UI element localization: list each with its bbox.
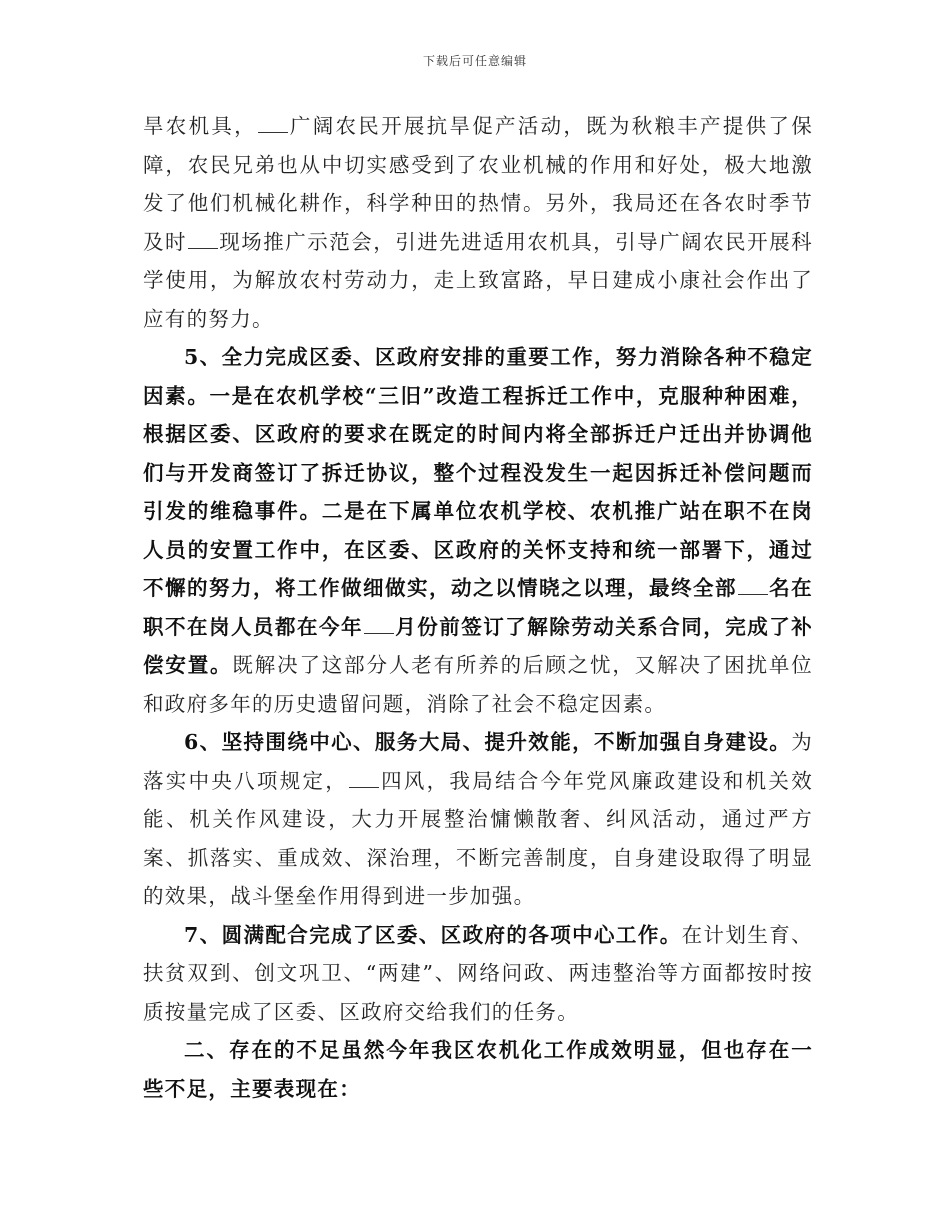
paragraph-6 bbox=[143, 723, 813, 916]
page-header: 下载后可任意编辑 bbox=[422, 54, 527, 68]
paragraph-5 bbox=[143, 338, 813, 723]
fill-in-blank bbox=[349, 769, 379, 788]
paragraph-text: 旱农机具， bbox=[143, 114, 257, 138]
section-heading-deficiencies bbox=[143, 1031, 813, 1108]
bold-heading-text: 二、存在的不足虽然今年我区农机化工作成效明显，但也存在一些不足，主要表现在： bbox=[143, 1038, 813, 1101]
bold-heading-text: 月份前签订了解除劳动关系合同，完成了补偿安置。 bbox=[143, 614, 813, 677]
paragraph-text: 广阔农民开展抗旱促产活动，既为秋粮丰产提供了保障，农民兄弟也从中切实感受到了农业机械的作用和好处，极大地激发了他们机械化耕作，科学种田的热情。另外，我局还在各农时季节及时 bbox=[143, 114, 814, 254]
paragraph-text: 四风，我局结合今年党风廉政建设和机关效能、机关作风建设，大力开展整治慵懒散奢、纠风活动，通过严方案、抓落实、重成效、深治理，不断完善制度，自身建设取得了明显的效果，战斗堡垒作用得到进一步加强。 bbox=[143, 768, 814, 908]
fill-in-blank bbox=[364, 615, 394, 634]
bold-heading-text: 6、坚持围绕中心、服务大局、提升效能，不断加强自身建设。 bbox=[184, 730, 792, 754]
paragraph-7 bbox=[143, 916, 813, 1032]
paragraph-text: 既解决了这部分人老有所养的后顾之忧，又解决了困扰单位和政府多年的历史遗留问题，消除了社会不稳定因素。 bbox=[143, 653, 813, 716]
document-body bbox=[143, 107, 813, 1108]
fill-in-blank bbox=[258, 114, 288, 133]
fill-in-blank bbox=[738, 576, 768, 595]
paragraph-text: 现场推广示范会，引进先进适用农机具，引导广阔农民开展科学使用，为解放农村劳动力，走上致富路，早日建成小康社会作出了应有的努力。 bbox=[143, 229, 813, 331]
bold-heading-text: 7、圆满配合完成了区委、区政府的各项中心工作。 bbox=[184, 922, 682, 947]
paragraph-text: 为落实中央八项规定， bbox=[143, 730, 813, 793]
fill-in-blank bbox=[188, 230, 218, 249]
bold-heading-text: 5、全力完成区委、区政府安排的重要工作，努力消除各种不稳定因素。一是在农机学校“三旧”改造工程拆迁工作中，克服种种困难，根据区委、区政府的要求在既定的时间内将全部拆迁户迁出并协调他们与开发商签订了拆迁协议，整个过程没发生一起因拆迁补偿问题而引发的维稳事件。二是在下属单位农机学校、农机推广站在职不在岗人员的安置工作中，在区委、区政府的关怀支持和统一部署下，通过不懈的努力，将工作做细做实，动之以情晓之以理，最终全部 bbox=[143, 345, 813, 600]
paragraph-4-continued bbox=[143, 107, 813, 338]
paragraph-text: 在计划生育、扶贫双到、创文巩卫、“两建”、网络问政、两违整治等方面都按时按质按量完成了区委、区政府交给我们的任务。 bbox=[143, 922, 813, 1024]
bold-heading-text: 名在职不在岗人员都在今年 bbox=[143, 576, 813, 639]
